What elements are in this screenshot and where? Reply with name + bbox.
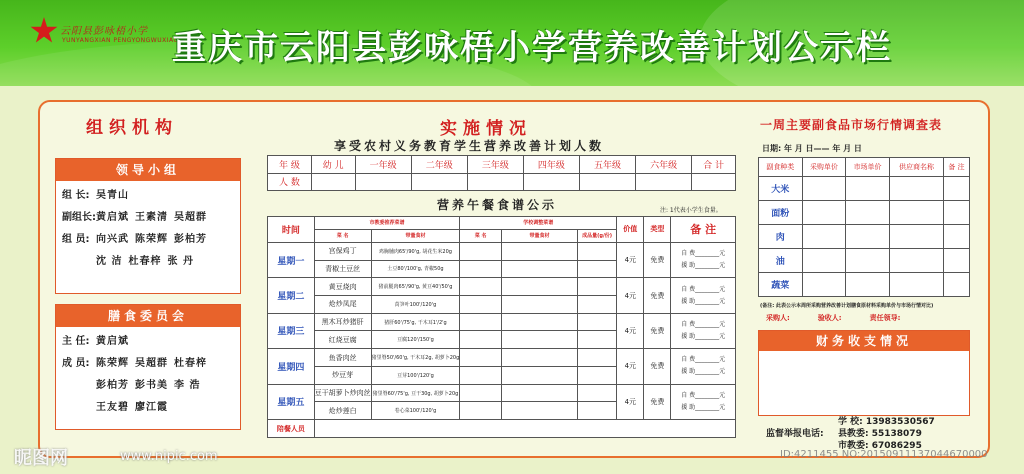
menu-type: 免费 <box>644 242 671 277</box>
market-cell <box>944 248 970 272</box>
menu-remark <box>671 384 736 420</box>
col-type-header: 类型 <box>644 217 671 243</box>
menu-row <box>268 384 736 402</box>
person-line <box>62 397 234 419</box>
market-date-line: 日期: 年 月 日—— 年 月 日 <box>762 144 862 153</box>
person-name: 吴青山 <box>96 190 129 201</box>
menu-body <box>268 242 736 419</box>
finance-panel <box>758 330 970 416</box>
remark-aid: 援 助________元 <box>681 332 726 340</box>
meal-committee-panel <box>55 304 241 430</box>
person-name: 吴超群 <box>135 358 168 369</box>
col-time-header: 时间 <box>268 217 315 243</box>
person-line <box>62 251 234 273</box>
school-name: 云阳县彭咏梧小学 <box>60 26 148 37</box>
person-line <box>62 331 234 353</box>
person-name: 彭柏芳 <box>96 380 129 391</box>
student-count-subtitle: 享受农村义务教育学生营养改善计划人数 <box>334 139 605 153</box>
remark-self-pay: 自 费________元 <box>681 356 726 364</box>
person-name: 张 丹 <box>167 256 194 267</box>
person-names <box>96 331 135 353</box>
count-header-cell: 年 级 <box>268 156 312 174</box>
person-name: 廖江霞 <box>135 402 168 413</box>
count-header-cell: 五年级 <box>579 156 635 174</box>
count-header-cell: 四年级 <box>523 156 579 174</box>
report-phone-label: 监督举报电话: <box>766 429 824 439</box>
school-dish-name <box>460 260 502 278</box>
person-name: 王素清 <box>135 212 168 223</box>
report-org: 市教委: <box>838 441 872 451</box>
person-line <box>62 375 234 397</box>
companion-row <box>268 420 736 438</box>
dish-name: 宫保鸡丁 <box>314 242 371 260</box>
person-name: 向兴武 <box>96 234 129 245</box>
person-names <box>96 375 206 397</box>
market-header-cell: 供应商名称 <box>889 158 943 177</box>
remark-aid: 援 助________元 <box>681 297 726 305</box>
report-org: 学 校: <box>838 417 866 427</box>
dish-name: 红烧豆腐 <box>314 331 371 349</box>
person-name: 杜春梓 <box>174 358 207 369</box>
leaders-panel-title: 领导小组 <box>56 159 240 181</box>
menu-row <box>268 278 736 296</box>
menu-type: 免费 <box>644 278 671 313</box>
sub-dish2-header: 菜 名 <box>460 229 502 242</box>
dish-name: 炝炒莲白 <box>314 402 371 420</box>
count-value-cell <box>311 173 355 191</box>
market-cell <box>846 200 890 224</box>
person-line <box>62 353 234 375</box>
market-cell <box>846 272 890 296</box>
role-label: 主 任: <box>62 336 90 347</box>
companion-label: 陪餐人员 <box>268 420 315 438</box>
report-phone: 55138079 <box>871 429 922 439</box>
market-cell <box>944 176 970 200</box>
market-cell <box>889 200 943 224</box>
menu-remark <box>671 242 736 277</box>
market-cell <box>846 224 890 248</box>
count-header-row <box>268 156 736 174</box>
school-dish-name <box>460 402 502 420</box>
menu-table <box>267 216 736 438</box>
menu-row <box>268 313 736 331</box>
school-dish-name <box>460 296 502 314</box>
person-name: 沈 洁 <box>96 256 123 267</box>
school-dish-name <box>460 242 502 260</box>
remark-self-pay: 自 费________元 <box>681 320 726 328</box>
menu-price: 4元 <box>617 349 644 384</box>
menu-price: 4元 <box>617 242 644 277</box>
dish-ingredients: 猪里脊60'/75'g, 豆干30g, 胡萝卜20g <box>371 384 460 402</box>
count-value-cell <box>411 173 467 191</box>
header-banner <box>0 0 1024 86</box>
menu-header-row-1 <box>268 217 736 230</box>
menu-row <box>268 242 736 260</box>
student-count-table <box>267 155 736 191</box>
dish-ingredients: 卷心菜100'/120'g <box>371 402 460 420</box>
dish-name: 黄豆烧肉 <box>314 278 371 296</box>
count-header-cell: 六年级 <box>636 156 692 174</box>
sub-ingredient2-header: 带量食材 <box>502 229 578 242</box>
report-org: 县教委: <box>838 429 872 439</box>
menu-remark <box>671 278 736 313</box>
market-item: 面粉 <box>759 200 803 224</box>
school-dish-ingredients <box>502 384 578 402</box>
person-name: 彭书美 <box>135 380 168 391</box>
person-line <box>62 207 234 229</box>
market-cell <box>889 176 943 200</box>
menu-type: 免费 <box>644 313 671 348</box>
remark-aid: 援 助________元 <box>681 368 726 376</box>
sub-dish-header: 菜 名 <box>314 229 371 242</box>
menu-row <box>268 349 736 367</box>
school-dish-name <box>460 313 502 331</box>
count-header-cell: 二年级 <box>411 156 467 174</box>
market-row <box>759 224 970 248</box>
count-value-cell <box>579 173 635 191</box>
market-cell <box>802 272 846 296</box>
school-dish-name <box>460 331 502 349</box>
market-row <box>759 200 970 224</box>
role-label: 成 员: <box>62 358 90 369</box>
menu-subtitle: 营养午餐食谱公示 <box>437 198 558 212</box>
finance-title: 财务收支情况 <box>759 331 969 351</box>
market-item: 大米 <box>759 176 803 200</box>
count-header-cell: 一年级 <box>355 156 411 174</box>
market-cell <box>802 224 846 248</box>
school-dish-ingredients <box>502 313 578 331</box>
school-dish-name <box>460 384 502 402</box>
dish-name: 鱼香肉丝 <box>314 349 371 367</box>
col-price-header: 价值 <box>617 217 644 243</box>
leaders-list <box>56 181 240 277</box>
watermark-brand: 昵图网 <box>14 448 68 469</box>
person-names <box>96 185 135 207</box>
person-name: 陈荣辉 <box>135 234 168 245</box>
col-remark-header: 备 注 <box>671 217 736 243</box>
school-dish-ingredients <box>502 331 578 349</box>
count-row-label: 人 数 <box>268 173 312 191</box>
role-label: 副组长: <box>62 212 96 223</box>
person-name: 陈荣辉 <box>96 358 129 369</box>
person-names <box>96 353 213 375</box>
person-names <box>96 207 213 229</box>
city-menu-header: 市教委推荐菜谱 <box>314 217 460 230</box>
menu-day: 星期一 <box>268 242 315 277</box>
market-header-cell: 备 注 <box>944 158 970 177</box>
menu-price: 4元 <box>617 384 644 420</box>
school-dish-name <box>460 366 502 384</box>
org-title: 组织机构 <box>86 118 178 138</box>
report-phone: 13983530567 <box>865 417 935 427</box>
market-item: 蔬菜 <box>759 272 803 296</box>
role-label <box>62 251 96 273</box>
remark-aid: 援 助________元 <box>681 403 726 411</box>
market-header-cell: 采购单价 <box>802 158 846 177</box>
dish-weight <box>577 260 616 278</box>
remark-self-pay: 自 费________元 <box>681 285 726 293</box>
dish-ingredients: 猪前腿肉65'/90'g, 黄豆40'/50'g <box>371 278 460 296</box>
signer-row <box>766 313 900 323</box>
count-header-cell: 三年级 <box>467 156 523 174</box>
dish-weight <box>577 349 616 367</box>
dish-name: 炒豆芽 <box>314 366 371 384</box>
market-title: 一周主要副食品市场行情调查表 <box>760 118 943 132</box>
market-cell <box>846 248 890 272</box>
dish-weight <box>577 242 616 260</box>
dish-ingredients: 莴笋叶100'/120'g <box>371 296 460 314</box>
remark-self-pay: 自 费________元 <box>681 250 726 258</box>
role-label <box>62 397 96 419</box>
dish-weight <box>577 402 616 420</box>
dish-ingredients: 猪肝60'/75'g, 干木耳1'/2'g <box>371 313 460 331</box>
menu-day: 星期四 <box>268 349 315 384</box>
person-name: 李 浩 <box>174 380 201 391</box>
menu-price: 4元 <box>617 313 644 348</box>
school-dish-ingredients <box>502 402 578 420</box>
market-cell <box>846 176 890 200</box>
implementation-title: 实施情况 <box>440 119 532 139</box>
menu-day: 星期五 <box>268 384 315 420</box>
signer-label: 采购人: <box>766 314 790 322</box>
watermark-id: ID:4211455 NO:20150911137044670000 <box>780 449 988 460</box>
menu-note: 注: 1代表小学生食量。 <box>660 207 722 214</box>
sub-weight-header: 成品量(g/份) <box>577 229 616 242</box>
dish-ingredients: 鸡胸脯肉65'/90'g, 胡花生米20g <box>371 242 460 260</box>
person-names <box>96 397 174 419</box>
school-dish-ingredients <box>502 296 578 314</box>
menu-day: 星期二 <box>268 278 315 313</box>
school-logo-star-icon <box>30 17 58 45</box>
menu-remark <box>671 349 736 384</box>
menu-price: 4元 <box>617 278 644 313</box>
market-item: 油 <box>759 248 803 272</box>
dish-name: 青椒土豆丝 <box>314 260 371 278</box>
market-row <box>759 248 970 272</box>
dish-ingredients: 猪里脊50'/60'g, 干木耳2g, 胡萝卜20g <box>371 349 460 367</box>
market-cell <box>889 224 943 248</box>
person-names <box>96 229 213 251</box>
count-value-cell <box>467 173 523 191</box>
person-name: 王友碧 <box>96 402 129 413</box>
dish-name: 豆干胡萝卜炒肉丝 <box>314 384 371 402</box>
dish-weight <box>577 366 616 384</box>
market-cell <box>944 272 970 296</box>
dish-weight <box>577 296 616 314</box>
remark-self-pay: 自 费________元 <box>681 391 726 399</box>
menu-remark <box>671 313 736 348</box>
role-label <box>62 375 96 397</box>
market-cell <box>944 200 970 224</box>
count-value-cell <box>636 173 692 191</box>
dish-weight <box>577 313 616 331</box>
market-cell <box>802 248 846 272</box>
meal-committee-list <box>56 327 240 423</box>
person-name: 吴超群 <box>174 212 207 223</box>
dish-ingredients: 豆腐120'/150'g <box>371 331 460 349</box>
school-dish-ingredients <box>502 349 578 367</box>
school-dish-ingredients <box>502 366 578 384</box>
page-title: 重庆市云阳县彭咏梧小学营养改善计划公示栏 <box>172 28 892 68</box>
count-value-row <box>268 173 736 191</box>
person-line <box>62 185 234 207</box>
market-cell <box>889 248 943 272</box>
signer-label: 责任领导: <box>869 314 901 322</box>
remark-aid: 援 助________元 <box>681 262 726 270</box>
count-header-cell: 合 计 <box>692 156 736 174</box>
market-cell <box>802 200 846 224</box>
school-dish-ingredients <box>502 278 578 296</box>
watermark-url: www.nipic.com <box>120 449 218 464</box>
market-cell <box>802 176 846 200</box>
role-label: 组 长: <box>62 190 90 201</box>
school-dish-ingredients <box>502 260 578 278</box>
school-menu-header: 学校调整菜谱 <box>460 217 617 230</box>
dish-weight <box>577 384 616 402</box>
market-header-cell: 副食种类 <box>759 158 803 177</box>
dish-name: 黑木耳炒猪肝 <box>314 313 371 331</box>
menu-type: 免费 <box>644 384 671 420</box>
dish-weight <box>577 331 616 349</box>
school-pinyin: YUNYANGXIAN PENGYONGWUXIAOXUE <box>62 37 193 44</box>
school-dish-name <box>460 349 502 367</box>
market-row <box>759 272 970 296</box>
person-name: 彭柏芳 <box>174 234 207 245</box>
role-label: 组 员: <box>62 234 90 245</box>
sub-ingredient-header: 带量食材 <box>371 229 460 242</box>
count-value-cell <box>523 173 579 191</box>
count-header-cell: 幼 儿 <box>311 156 355 174</box>
companion-cell <box>314 420 735 438</box>
market-row <box>759 176 970 200</box>
dish-weight <box>577 278 616 296</box>
dish-name: 炝炒凤尾 <box>314 296 371 314</box>
market-cell <box>889 272 943 296</box>
menu-day: 星期三 <box>268 313 315 348</box>
person-name: 黄启斌 <box>96 336 129 347</box>
person-names <box>96 251 200 273</box>
market-item: 肉 <box>759 224 803 248</box>
count-value-cell <box>692 173 736 191</box>
menu-type: 免费 <box>644 349 671 384</box>
market-header-cell: 市场单价 <box>846 158 890 177</box>
market-body <box>759 176 970 296</box>
dish-ingredients: 豆芽100'/120'g <box>371 366 460 384</box>
market-header-row <box>759 158 970 177</box>
count-value-cell <box>355 173 411 191</box>
meal-committee-title: 膳食委员会 <box>56 305 240 327</box>
dish-ingredients: 土豆80'/100'g, 青椒50g <box>371 260 460 278</box>
person-line <box>62 229 234 251</box>
market-note: (备注: 此表公示本周所采购营养改善计划膳食原材料采购单价与市场行情对比) <box>760 303 934 309</box>
school-dish-name <box>460 278 502 296</box>
signer-label: 验收人: <box>817 314 842 322</box>
person-name: 杜春梓 <box>128 256 162 267</box>
person-name: 黄启斌 <box>96 212 129 223</box>
market-cell <box>944 224 970 248</box>
market-table <box>758 157 970 297</box>
leaders-panel <box>55 158 241 294</box>
report-phone: 67086295 <box>871 441 922 451</box>
school-dish-ingredients <box>502 242 578 260</box>
